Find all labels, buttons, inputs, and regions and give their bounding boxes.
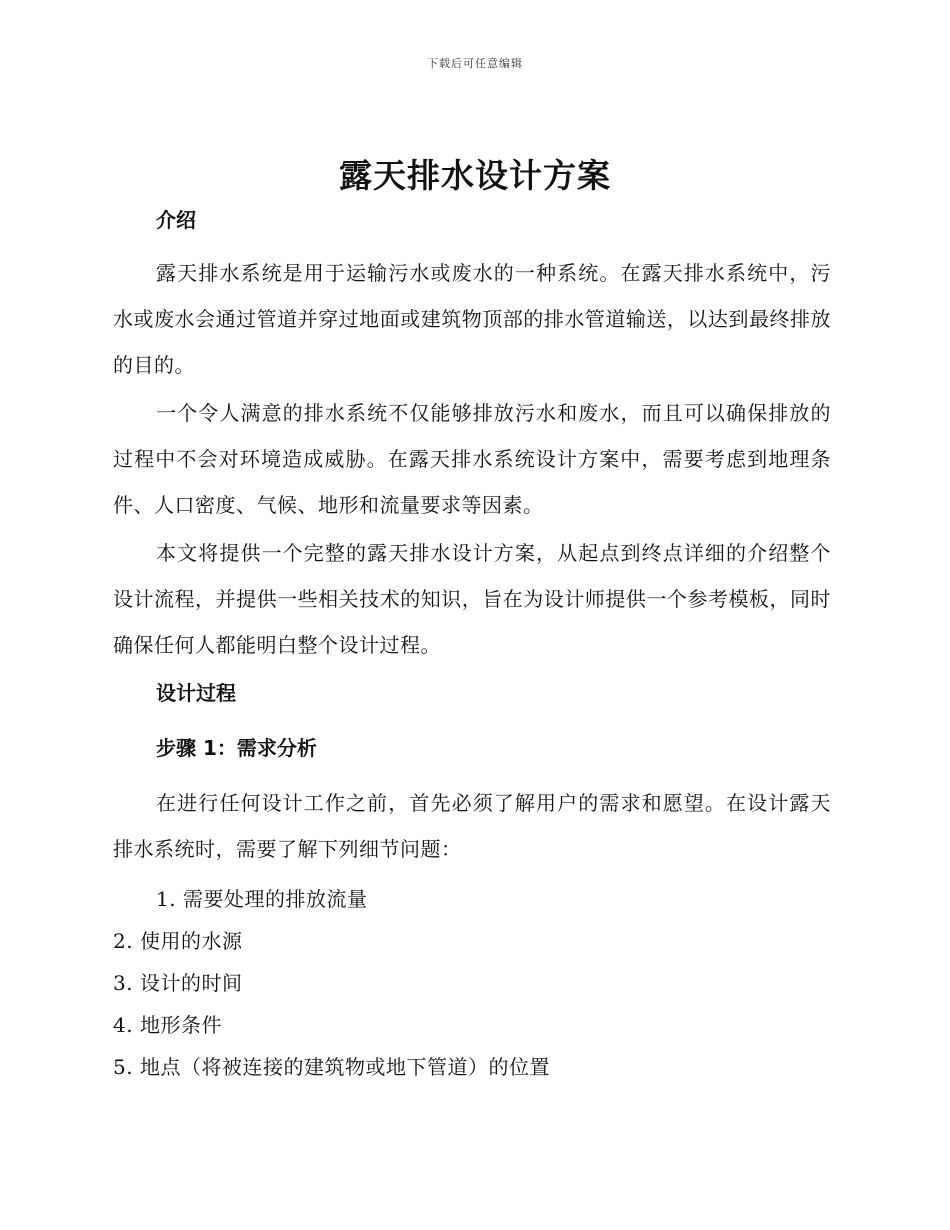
intro-section: [113, 206, 831, 234]
header-note: 下载后可任意编辑: [427, 57, 523, 70]
process-heading: 设计过程: [156, 681, 236, 705]
intro-paragraph-1-block: [113, 250, 831, 388]
step1-list: [113, 878, 831, 1088]
intro-paragraph-3: 本文将提供一个完整的露天排水设计方案，从起点到终点详细的介绍整个设计流程，并提供一些相关技术的知识，旨在为设计师提供一个参考模板，同时确保任何人都能明白整个设计过程。: [113, 541, 831, 657]
intro-paragraph-2-block: [113, 390, 831, 528]
step1-paragraph: 在进行任何设计工作之前，首先必须了解用户的需求和愿望。在设计露天排水系统时，需要了解下列细节问题：: [113, 791, 831, 861]
step1-heading: 步骤 1：需求分析: [156, 736, 317, 760]
intro-paragraph-2: 一个令人满意的排水系统不仅能够排放污水和废水，而且可以确保排放的过程中不会对环境造成威胁。在露天排水系统设计方案中，需要考虑到地理条件、人口密度、气候、地形和流量要求等因素。: [113, 401, 831, 517]
list-item: 1. 需要处理的排放流量: [156, 887, 368, 911]
process-section: [113, 679, 831, 707]
step1-section: [113, 734, 831, 762]
list-item: 5. 地点（将被连接的建筑物或地下管道）的位置: [113, 1055, 550, 1079]
intro-paragraph-3-block: [113, 530, 831, 668]
document-title: 露天排水设计方案: [339, 156, 611, 195]
list-item: 3. 设计的时间: [113, 971, 243, 995]
intro-paragraph-1: 露天排水系统是用于运输污水或废水的一种系统。在露天排水系统中，污水或废水会通过管道并穿过地面或建筑物顶部的排水管道输送，以达到最终排放的目的。: [113, 261, 831, 377]
step1-paragraph-block: [113, 780, 831, 872]
list-item: 4. 地形条件: [113, 1013, 222, 1037]
list-item: 2. 使用的水源: [113, 929, 243, 953]
intro-heading: 介绍: [156, 208, 196, 232]
